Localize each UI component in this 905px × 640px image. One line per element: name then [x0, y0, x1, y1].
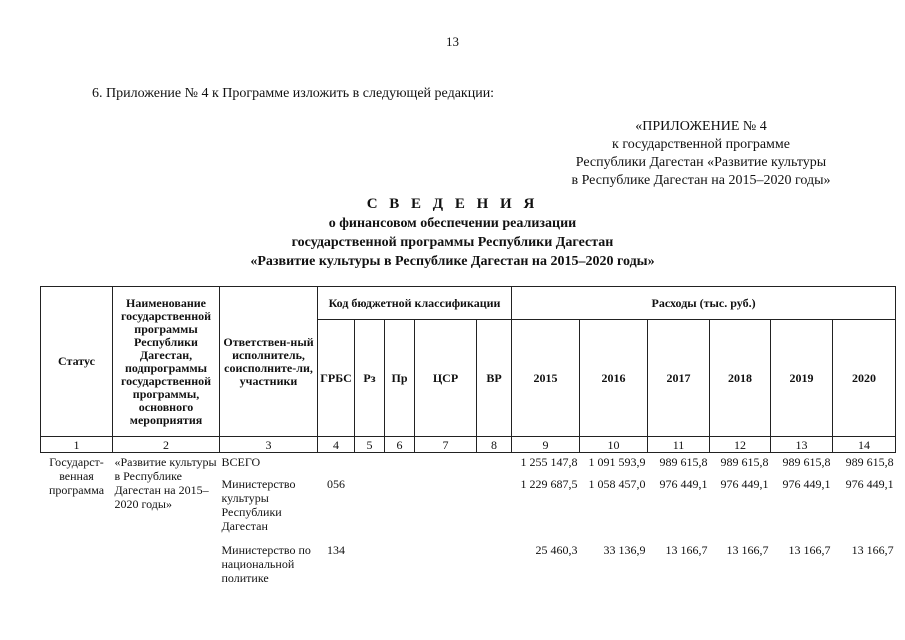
column-number: 2: [113, 437, 220, 453]
header-status: Статус: [41, 287, 113, 437]
header-year: 2015: [512, 320, 580, 437]
row-value: 989 615,8: [720, 455, 769, 469]
appendix-line: Республики Дагестан «Развитие культуры: [575, 155, 827, 170]
row-value: 13 166,7: [665, 543, 708, 557]
row-value: 13 166,7: [851, 543, 894, 557]
appendix-line: к государственной программе: [612, 137, 790, 152]
appendix-line: «ПРИЛОЖЕНИЕ № 4: [635, 119, 767, 134]
header-vr: ВР: [477, 320, 512, 437]
column-number: 3: [220, 437, 318, 453]
column-number: 12: [710, 437, 771, 453]
page-number: 13: [446, 34, 459, 49]
header-budget-code-group: Код бюджетной классификации: [318, 287, 512, 320]
column-number: 1: [41, 437, 113, 453]
header-year: 2019: [771, 320, 833, 437]
heading-subtitle: «Развитие культуры в Республике Дагестан на 2015–2020 годы»: [250, 254, 655, 269]
header-grbs: ГРБС: [318, 320, 355, 437]
row-value: 13 166,7: [788, 543, 831, 557]
column-number: 11: [648, 437, 710, 453]
row-value: 976 449,1: [845, 477, 894, 491]
column-number: 5: [355, 437, 385, 453]
header-year: 2018: [710, 320, 771, 437]
row-executor: ВСЕГО: [221, 455, 261, 469]
row-program-name: «Развитие культуры в Республике Дагестан на 2015–2020 годы»: [114, 455, 217, 511]
row-value: 989 615,8: [782, 455, 831, 469]
row-value: 989 615,8: [845, 455, 894, 469]
column-number: 14: [833, 437, 896, 453]
column-number: 10: [580, 437, 648, 453]
row-value: 1 229 687,5: [520, 477, 578, 491]
header-pr: Пр: [385, 320, 415, 437]
row-status: Государст-венная программа: [48, 455, 105, 497]
row-value: 1 058 457,0: [588, 477, 646, 491]
column-number: 4: [318, 437, 355, 453]
heading-title: С В Е Д Е Н И Я: [366, 196, 539, 212]
header-year: 2017: [648, 320, 710, 437]
header-expenses-group: Расходы (тыс. руб.): [512, 287, 896, 320]
header-rz: Рз: [355, 320, 385, 437]
row-value: 13 166,7: [726, 543, 769, 557]
header-program-name: Наименование государственной программы Республики Дагестан, подпрограммы государственной программы, основного мероприятия: [113, 287, 220, 437]
column-number: 8: [477, 437, 512, 453]
row-value: 976 449,1: [659, 477, 708, 491]
row-grbs: 056: [327, 477, 345, 491]
header-executor: Ответствен-ный исполнитель, соисполните-ли, участники: [220, 287, 318, 437]
row-executor: Министерство культуры Республики Дагестан: [221, 477, 296, 533]
financing-table: [40, 286, 896, 591]
appendix-line: в Республике Дагестан на 2015–2020 годы»: [571, 173, 831, 188]
row-value: 1 255 147,8: [520, 455, 578, 469]
header-csr: ЦСР: [415, 320, 477, 437]
column-number: 6: [385, 437, 415, 453]
row-value: 976 449,1: [720, 477, 769, 491]
row-value: 976 449,1: [782, 477, 831, 491]
header-year: 2016: [580, 320, 648, 437]
row-value: 1 091 593,9: [588, 455, 646, 469]
row-grbs: 134: [327, 543, 345, 557]
column-number: 13: [771, 437, 833, 453]
amendment-item-text: 6. Приложение № 4 к Программе изложить в следующей редакции:: [92, 86, 495, 101]
row-value: 25 460,3: [535, 543, 578, 557]
document-heading: [0, 195, 905, 271]
column-number: 9: [512, 437, 580, 453]
heading-subtitle: государственной программы Республики Дагестан: [291, 235, 614, 250]
row-value: 33 136,9: [603, 543, 646, 557]
header-year: 2020: [833, 320, 896, 437]
appendix-header: [560, 118, 842, 190]
row-value: 989 615,8: [659, 455, 708, 469]
heading-subtitle: о финансовом обеспечении реализации: [328, 216, 577, 231]
row-executor: Министерство по национальной политике: [221, 543, 311, 585]
table-row: [41, 453, 896, 476]
column-number: 7: [415, 437, 477, 453]
row-grbs: [318, 453, 355, 476]
